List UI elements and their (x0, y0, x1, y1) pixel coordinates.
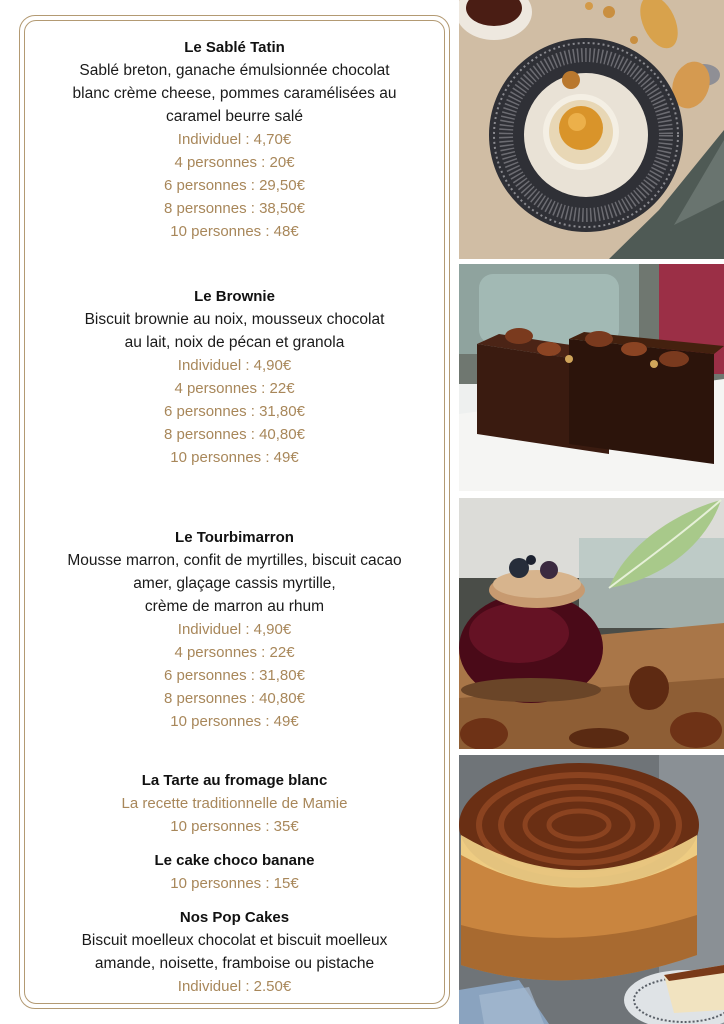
item-title: La Tarte au fromage blanc (141, 772, 328, 789)
price-line: 4 personnes : 22€ (174, 644, 295, 661)
price-line: Individuel : 4,90€ (177, 357, 292, 374)
price-line: 10 personnes : 35€ (170, 818, 299, 835)
tourbimarron-photo (459, 498, 724, 749)
item-title: Le Sablé Tatin (184, 39, 285, 56)
menu-item-sable-tatin (24, 36, 445, 243)
price-line: 4 personnes : 22€ (174, 380, 295, 397)
price-line: 10 personnes : 49€ (170, 713, 299, 730)
price-line: 6 personnes : 31,80€ (164, 403, 305, 420)
price-line: 10 personnes : 48€ (170, 223, 299, 240)
price-line: 8 personnes : 40,80€ (164, 690, 305, 707)
item-desc-line: amande, noisette, framboise ou pistache (94, 955, 375, 972)
item-subtitle: La recette traditionnelle de Mamie (121, 795, 348, 812)
menu-item-tourbimarron (24, 526, 445, 733)
sable-tatin-photo (459, 0, 724, 259)
item-desc-line: blanc crème cheese, pommes caramélisées au (72, 85, 397, 102)
item-desc-line: Biscuit moelleux chocolat et biscuit moelleux (81, 932, 388, 949)
price-line: Individuel : 4,70€ (177, 131, 292, 148)
price-line: 8 personnes : 40,80€ (164, 426, 305, 443)
price-line: Individuel : 2.50€ (177, 978, 292, 995)
item-desc-line: crème de marron au rhum (144, 598, 325, 615)
price-line: 10 personnes : 49€ (170, 449, 299, 466)
price-line: Individuel : 4,90€ (177, 621, 292, 638)
tarte-fromage-photo (459, 755, 724, 1024)
menu-item-pop-cakes (24, 906, 445, 998)
item-title: Le Tourbimarron (175, 529, 294, 546)
price-line: 10 personnes : 15€ (170, 875, 299, 892)
item-desc-line: Biscuit brownie au noix, mousseux chocolat (84, 311, 385, 328)
item-desc-line: Mousse marron, confit de myrtilles, biscuit cacao (67, 552, 402, 569)
item-title: Le cake choco banane (154, 852, 315, 869)
item-desc-line: au lait, noix de pécan et granola (124, 334, 345, 351)
item-desc-line: amer, glaçage cassis myrtille, (133, 575, 336, 592)
brownie-photo (459, 264, 724, 491)
menu-item-cake-choco-banane (24, 849, 445, 895)
menu-item-tarte-fromage (24, 769, 445, 838)
item-title: Nos Pop Cakes (179, 909, 290, 926)
price-line: 6 personnes : 29,50€ (164, 177, 305, 194)
item-title: Le Brownie (194, 288, 275, 305)
price-line: 6 personnes : 31,80€ (164, 667, 305, 684)
item-desc-line: Sablé breton, ganache émulsionnée chocolat (79, 62, 390, 79)
price-line: 4 personnes : 20€ (174, 154, 295, 171)
menu-item-brownie (24, 285, 445, 469)
item-desc-line: caramel beurre salé (166, 108, 303, 125)
price-line: 8 personnes : 38,50€ (164, 200, 305, 217)
